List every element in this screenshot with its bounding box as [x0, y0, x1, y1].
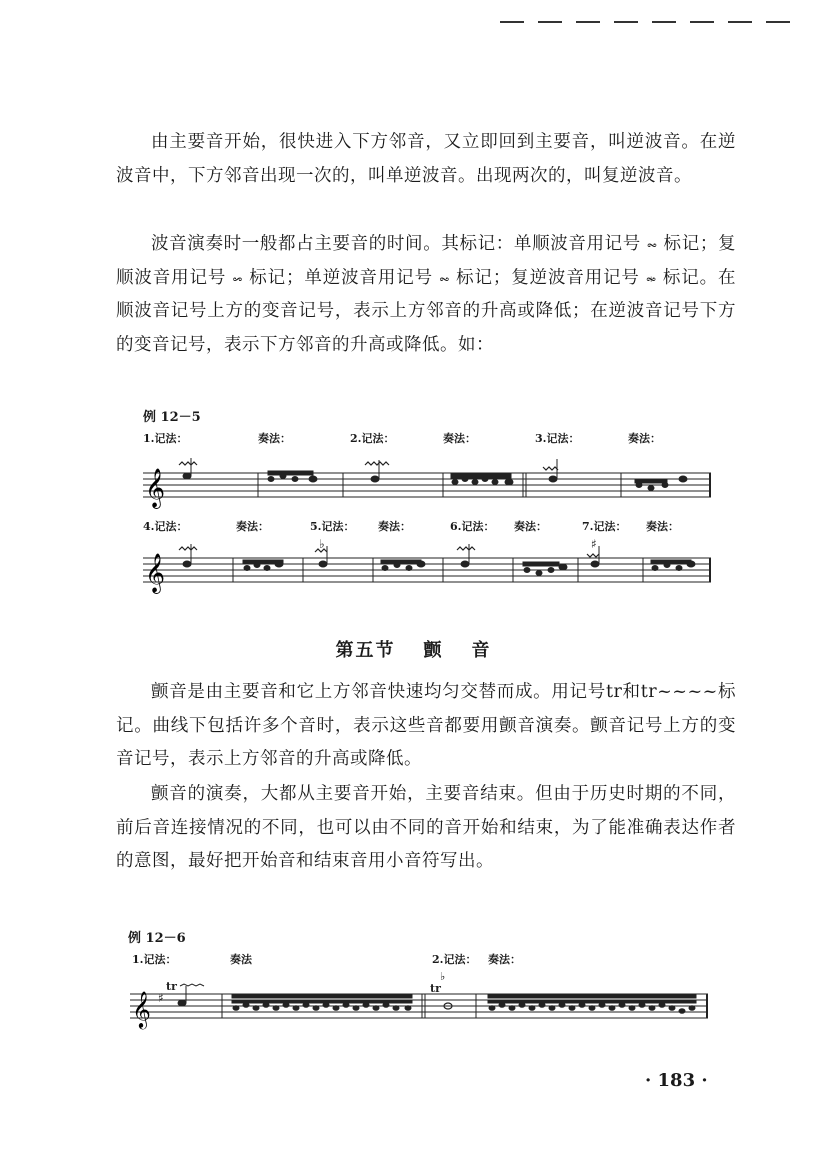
svg-text:♭: ♭: [440, 970, 446, 983]
notation-label: 5.记法：: [310, 520, 355, 533]
svg-text:♯: ♯: [158, 991, 164, 1005]
performance-label: 奏法：: [236, 520, 269, 533]
performance-label: 奏法：: [443, 432, 476, 445]
section-number: 第五节: [335, 640, 396, 661]
paragraph-inverted-mordent: 由主要音开始，很快进入下方邻音，又立即回到主要音，叫逆波音。在逆波音中，下方邻音出现一次的，叫单逆波音。出现两次的，叫复逆波音。: [116, 132, 736, 186]
example-12-5-label: 例 12－5: [143, 410, 201, 425]
svg-text:𝄞: 𝄞: [145, 553, 166, 593]
notation-label: 1.记法：: [143, 432, 188, 445]
paragraph-trill-definition: 颤音是由主要音和它上方邻音快速均匀交替而成。用记号tr和tr~~~~标记。曲线下包括许多个音时，表示这些音都要用颤音演奏。颤音记号上方的变音记号，表示上方邻音的升高或降低。: [116, 682, 736, 769]
performance-label: 奏法：: [488, 953, 521, 966]
svg-text:𝄞: 𝄞: [145, 468, 166, 508]
header-dashes: [500, 8, 820, 10]
performance-label: 奏法：: [378, 520, 411, 533]
notation-label: 7.记法：: [582, 520, 627, 533]
page-number: · 183 ·: [645, 1070, 708, 1091]
svg-text:tr: tr: [430, 982, 441, 995]
performance-label: 奏法：: [646, 520, 679, 533]
notation-label: 3.记法：: [535, 432, 580, 445]
paragraph-trill-performance: 颤音的演奏，大都从主要音开始，主要音结束。但由于历史时期的不同，前后音连接情况的不同，也可以由不同的音开始和结束，为了能准确表达作者的意图，最好把开始音和结束音用小音符写出。: [116, 784, 736, 871]
notation-label: 2.记法：: [432, 953, 477, 966]
example-12-6-label: 例 12－6: [128, 931, 186, 946]
performance-label: 奏法: [230, 953, 252, 966]
svg-text:𝄞: 𝄞: [132, 990, 151, 1028]
trill-mark: tr: [166, 980, 177, 993]
section-title-char-1: 颤: [423, 640, 444, 661]
example-12-5-staff-1: [143, 455, 713, 515]
section-title: [0, 636, 827, 662]
svg-text:♭: ♭: [319, 537, 325, 551]
performance-label: 奏法：: [628, 432, 661, 445]
example-12-5-staff-2: [143, 537, 713, 600]
paragraph-mordent-notation: 波音演奏时一般都占主要音的时间。其标记：单顺波音用记号 𝆗 标记；复顺波音用记号 𝆘 标记；单逆波音用记号 𝆗 标记；复逆波音用记号 𝆙 标记。在顺波音记号上方的变音记号，表示上方邻音的升高或降低；在逆波音记号下方的变音记号，表示下方邻音的升高或降低。如：: [116, 234, 736, 355]
notation-label: 6.记法：: [450, 520, 495, 533]
example-12-6-staff: [130, 970, 710, 1040]
performance-label: 奏法：: [514, 520, 547, 533]
notation-label: 1.记法：: [132, 953, 177, 966]
performance-label: 奏法：: [258, 432, 291, 445]
notation-label: 4.记法：: [143, 520, 188, 533]
section-title-char-2: 音: [471, 640, 492, 661]
svg-text:♯: ♯: [591, 537, 597, 551]
notation-label: 2.记法：: [350, 432, 395, 445]
